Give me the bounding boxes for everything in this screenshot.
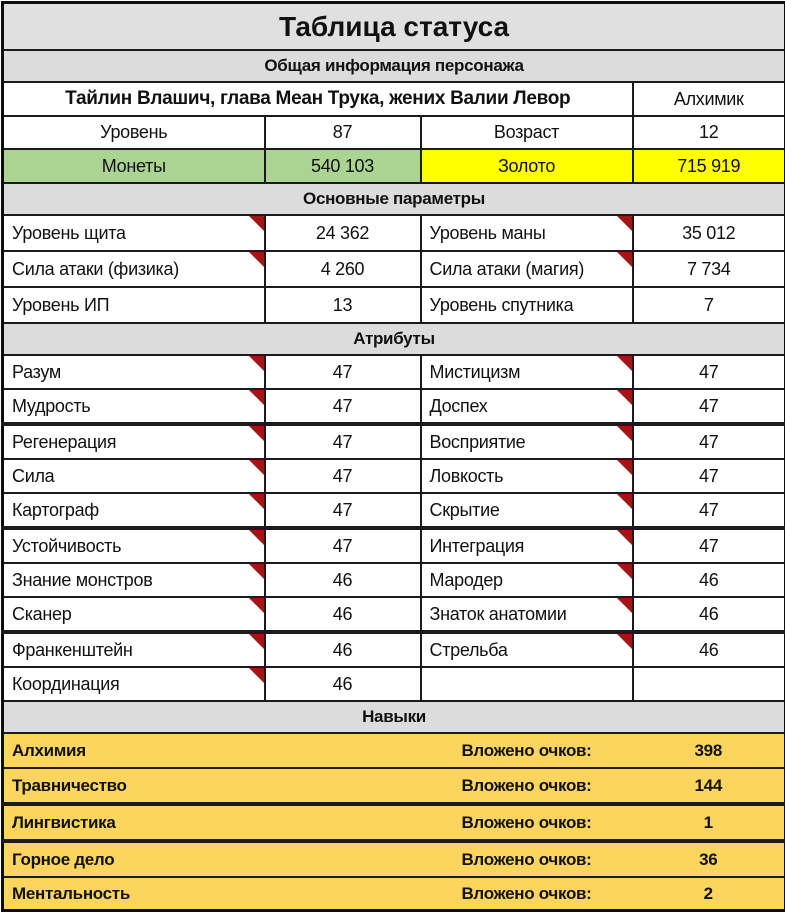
- attribute-label: Знаток анатомии: [430, 604, 567, 624]
- attribute-label: Мудрость: [12, 396, 90, 416]
- stat-label-cell: [421, 215, 633, 251]
- attribute-label: Франкенштейн: [12, 640, 133, 660]
- attribute-label: Доспех: [430, 396, 488, 416]
- skill-invested-label-cell: Вложено очков:: [421, 877, 633, 911]
- comment-marker-icon: [617, 460, 632, 475]
- table-row: [3, 877, 785, 911]
- attribute-value-cell: 46: [265, 632, 421, 667]
- comment-marker-icon: [249, 634, 264, 649]
- section-header-attributes: Атрибуты: [3, 323, 785, 355]
- attribute-label-cell: [421, 493, 633, 528]
- comment-marker-icon: [617, 252, 632, 267]
- attribute-value-cell: 46: [265, 667, 421, 701]
- stat-label-cell: Возраст: [421, 116, 633, 149]
- comment-marker-icon: [617, 530, 632, 545]
- comment-marker-icon: [249, 598, 264, 613]
- attribute-label-cell: [421, 424, 633, 459]
- comment-marker-icon: [249, 216, 264, 231]
- attribute-label: Разум: [12, 362, 61, 382]
- section-header-general: Общая информация персонажа: [3, 50, 785, 82]
- stat-value-cell: 4 260: [265, 251, 421, 287]
- attribute-label-cell: [3, 459, 265, 493]
- attribute-value-cell: 47: [265, 355, 421, 389]
- status-table: [1, 1, 785, 912]
- table-row: [3, 183, 785, 215]
- attribute-value-cell: 47: [265, 528, 421, 563]
- stat-label: Сила атаки (физика): [12, 259, 179, 279]
- attribute-label: Стрельба: [430, 640, 508, 660]
- stat-label: Уровень щита: [12, 223, 126, 243]
- skill-points-cell: 2: [633, 877, 785, 911]
- stat-value-cell: 13: [265, 287, 421, 323]
- attribute-label: Мистицизм: [430, 362, 521, 382]
- attribute-value-cell: 47: [265, 389, 421, 424]
- attribute-value-cell: 46: [633, 597, 785, 632]
- skill-invested-label-cell: Вложено очков:: [421, 841, 633, 877]
- table-row: [3, 733, 785, 768]
- attribute-value-cell: 47: [633, 355, 785, 389]
- table-row: [3, 459, 785, 493]
- skill-name-cell: Горное дело: [3, 841, 421, 877]
- skill-name-cell: Травничество: [3, 768, 421, 804]
- attribute-label: Ловкость: [430, 466, 504, 486]
- stat-label-cell: Уровень ИП: [3, 287, 265, 323]
- attribute-label: Сканер: [12, 604, 71, 624]
- comment-marker-icon: [249, 426, 264, 441]
- skill-name-cell: Ментальность: [3, 877, 421, 911]
- table-row: [3, 251, 785, 287]
- attribute-value-cell: 47: [633, 389, 785, 424]
- comment-marker-icon: [249, 252, 264, 267]
- table-row: [3, 82, 785, 116]
- comment-marker-icon: [249, 530, 264, 545]
- table-row: [3, 804, 785, 841]
- stat-value-cell: 7 734: [633, 251, 785, 287]
- skill-name-cell: Лингвистика: [3, 804, 421, 841]
- attribute-value-cell: 47: [633, 528, 785, 563]
- skill-invested-label-cell: Вложено очков:: [421, 733, 633, 768]
- stat-value-cell: 7: [633, 287, 785, 323]
- stat-value-cell: 24 362: [265, 215, 421, 251]
- attribute-label: Координация: [12, 674, 119, 694]
- attribute-value-cell: 47: [633, 424, 785, 459]
- stat-label-cell: [421, 251, 633, 287]
- table-row: [3, 116, 785, 149]
- table-row: [3, 528, 785, 563]
- stat-label: Уровень маны: [430, 223, 546, 243]
- comment-marker-icon: [249, 356, 264, 371]
- table-row: [3, 841, 785, 877]
- attribute-label-cell: [421, 528, 633, 563]
- comment-marker-icon: [249, 460, 264, 475]
- attribute-label-cell: [421, 355, 633, 389]
- table-row: [3, 149, 785, 183]
- table-row: [3, 563, 785, 597]
- attribute-label: Сила: [12, 466, 54, 486]
- section-header-params: Основные параметры: [3, 183, 785, 215]
- attribute-value-cell: [633, 667, 785, 701]
- attribute-label-cell: [421, 563, 633, 597]
- stat-value-cell: 87: [265, 116, 421, 149]
- stat-value-cell: 35 012: [633, 215, 785, 251]
- table-row: [3, 597, 785, 632]
- attribute-label: Восприятие: [430, 432, 526, 452]
- attribute-label-cell: [421, 459, 633, 493]
- attribute-label: Скрытие: [430, 500, 500, 520]
- table-row: [3, 424, 785, 459]
- attribute-label-cell: [3, 389, 265, 424]
- stat-label-cell: [3, 251, 265, 287]
- attribute-label-cell: [3, 632, 265, 667]
- attribute-value-cell: 46: [265, 563, 421, 597]
- attribute-label: Картограф: [12, 500, 99, 520]
- skill-invested-label-cell: Вложено очков:: [421, 768, 633, 804]
- comment-marker-icon: [249, 494, 264, 509]
- gold-value-cell: 715 919: [633, 149, 785, 183]
- table-row: [3, 493, 785, 528]
- character-class-cell: Алхимик: [633, 82, 785, 116]
- attribute-label-cell: [3, 667, 265, 701]
- skill-points-cell: 1: [633, 804, 785, 841]
- page-title: Таблица статуса: [3, 3, 785, 51]
- comment-marker-icon: [617, 634, 632, 649]
- stat-label-cell: Уровень: [3, 116, 265, 149]
- table-row: [3, 287, 785, 323]
- attribute-value-cell: 46: [633, 563, 785, 597]
- comment-marker-icon: [617, 598, 632, 613]
- attribute-label-cell: [421, 667, 633, 701]
- attribute-label-cell: [421, 597, 633, 632]
- table-row: [3, 50, 785, 82]
- stat-label-cell: [3, 215, 265, 251]
- attribute-label-cell: [421, 632, 633, 667]
- stat-label-cell: Уровень спутника: [421, 287, 633, 323]
- comment-marker-icon: [617, 390, 632, 405]
- attribute-label-cell: [421, 389, 633, 424]
- attribute-label-cell: [3, 493, 265, 528]
- table-row: [3, 667, 785, 701]
- comment-marker-icon: [617, 216, 632, 231]
- attribute-label: Знание монстров: [12, 570, 153, 590]
- attribute-label-cell: [3, 597, 265, 632]
- coins-value-cell: 540 103: [265, 149, 421, 183]
- table-row: [3, 701, 785, 733]
- comment-marker-icon: [249, 564, 264, 579]
- attribute-label-cell: [3, 563, 265, 597]
- table-row: [3, 632, 785, 667]
- gold-label-cell: Золото: [421, 149, 633, 183]
- attribute-label-cell: [3, 528, 265, 563]
- stat-value-cell: 12: [633, 116, 785, 149]
- table-row: [3, 3, 785, 51]
- attribute-value-cell: 47: [265, 459, 421, 493]
- table-row: [3, 215, 785, 251]
- attribute-label: Регенерация: [12, 432, 116, 452]
- attribute-value-cell: 46: [633, 632, 785, 667]
- character-name-cell: Тайлин Влашич, глава Меан Трука, жених Валии Левор: [3, 82, 633, 116]
- attribute-value-cell: 47: [265, 424, 421, 459]
- skill-points-cell: 144: [633, 768, 785, 804]
- section-header-skills: Навыки: [3, 701, 785, 733]
- attribute-label: Устойчивость: [12, 536, 121, 556]
- skill-name-cell: Алхимия: [3, 733, 421, 768]
- table-row: [3, 768, 785, 804]
- attribute-label: Мародер: [430, 570, 503, 590]
- table-row: [3, 355, 785, 389]
- skill-points-cell: 398: [633, 733, 785, 768]
- attribute-label-cell: [3, 355, 265, 389]
- comment-marker-icon: [617, 426, 632, 441]
- attribute-value-cell: 47: [265, 493, 421, 528]
- skill-points-cell: 36: [633, 841, 785, 877]
- stat-label: Сила атаки (магия): [430, 259, 585, 279]
- comment-marker-icon: [617, 494, 632, 509]
- attribute-value-cell: 47: [633, 459, 785, 493]
- coins-label-cell: Монеты: [3, 149, 265, 183]
- comment-marker-icon: [617, 356, 632, 371]
- skill-invested-label-cell: Вложено очков:: [421, 804, 633, 841]
- table-row: [3, 389, 785, 424]
- comment-marker-icon: [249, 390, 264, 405]
- attribute-value-cell: 46: [265, 597, 421, 632]
- attribute-value-cell: 47: [633, 493, 785, 528]
- attribute-label-cell: [3, 424, 265, 459]
- comment-marker-icon: [617, 564, 632, 579]
- comment-marker-icon: [249, 668, 264, 683]
- attribute-label: Интеграция: [430, 536, 525, 556]
- table-row: [3, 323, 785, 355]
